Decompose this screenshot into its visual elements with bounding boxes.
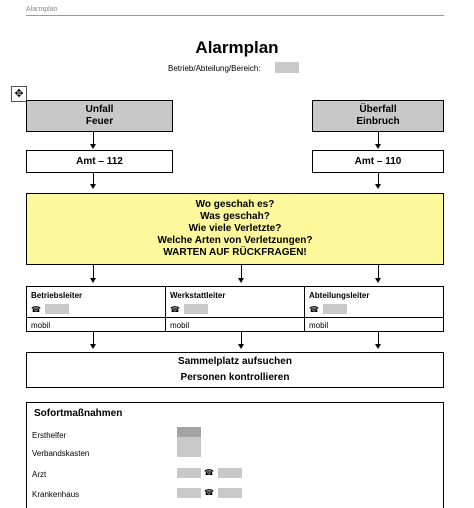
emergency-type-line: Einbruch [356, 116, 400, 127]
phone-icon: ☎ [204, 468, 214, 477]
hospital-name-input[interactable] [177, 488, 201, 498]
doctor-name-input[interactable] [177, 468, 201, 478]
department-input[interactable] [275, 62, 299, 73]
contact-title: Abteilungsleiter [309, 291, 370, 300]
phone-icon: ☎ [170, 305, 180, 314]
contacts-table [26, 286, 444, 332]
measure-label-verbandskasten: Verbandskasten [32, 449, 90, 458]
doctor-phone-input[interactable] [218, 468, 242, 478]
assembly-box [26, 352, 444, 388]
row-divider [27, 317, 165, 318]
phone-input[interactable] [323, 304, 347, 314]
measure-label-ersthelfer: Ersthelfer [32, 431, 67, 440]
arrow-down-icon [90, 144, 96, 149]
flow-connector [378, 132, 379, 144]
phone-input[interactable] [184, 304, 208, 314]
emergency-type-line: Feuer [85, 116, 114, 127]
arrow-down-icon [238, 278, 244, 283]
flow-connector [93, 332, 94, 344]
emergency-type-line: Überfall [359, 104, 397, 115]
arrow-down-icon [375, 344, 381, 349]
page-title: Alarmplan [195, 38, 279, 57]
contact-werkstattleiter [166, 287, 305, 331]
header-divider [26, 15, 444, 16]
arrow-down-icon [238, 344, 244, 349]
emergency-number-112: Amt – 112 [26, 150, 173, 173]
phone-icon: ☎ [31, 305, 41, 314]
mobile-label: mobil [31, 321, 51, 330]
section-title: Sofortmaßnahmen [34, 408, 123, 419]
first-aider-input[interactable] [177, 427, 201, 437]
assembly-line: Personen kontrollieren [180, 372, 290, 383]
emergency-type-fire-box [26, 100, 173, 132]
arrow-down-icon [375, 144, 381, 149]
emergency-number-110: Amt – 110 [312, 150, 444, 173]
table-move-handle-icon[interactable]: ✥ [11, 86, 27, 102]
contact-title: Betriebsleiter [31, 291, 83, 300]
row-divider [166, 317, 304, 318]
question-line: WARTEN AUF RÜCKFRAGEN! [163, 247, 307, 258]
assembly-line: Sammelplatz aufsuchen [178, 356, 292, 367]
flow-connector [378, 173, 379, 184]
contact-betriebsleiter [27, 287, 166, 331]
row-divider [305, 317, 443, 318]
flow-connector [93, 173, 94, 184]
question-line: Was geschah? [200, 211, 270, 222]
flow-connector [241, 332, 242, 344]
flow-connector [241, 265, 242, 278]
measure-label-arzt: Arzt [32, 470, 47, 479]
emergency-type-burglary-box [312, 100, 444, 132]
measure-label-krankenhaus: Krankenhaus [32, 490, 80, 499]
question-line: Wo geschah es? [195, 199, 275, 210]
arrow-down-icon [375, 184, 381, 189]
emergency-type-line: Unfall [85, 104, 114, 115]
subtitle-label: Betrieb/Abteilung/Bereich: [168, 64, 261, 73]
flow-connector [378, 332, 379, 344]
phone-input[interactable] [45, 304, 69, 314]
questions-box [26, 193, 444, 265]
arrow-down-icon [90, 184, 96, 189]
question-line: Wie viele Verletzte? [188, 223, 282, 234]
contact-abteilungsleiter [305, 287, 443, 331]
document-header-label: Alarmplan [26, 6, 58, 13]
contact-title: Werkstattleiter [170, 291, 226, 300]
hospital-phone-input[interactable] [218, 488, 242, 498]
question-line: Welche Arten von Verletzungen? [157, 235, 313, 246]
immediate-measures-section [26, 402, 444, 508]
first-aid-kit-input[interactable] [177, 447, 201, 457]
phone-icon: ☎ [204, 488, 214, 497]
arrow-down-icon [90, 344, 96, 349]
arrow-down-icon [90, 278, 96, 283]
arrow-down-icon [375, 278, 381, 283]
flow-connector [93, 132, 94, 144]
flow-connector [93, 265, 94, 278]
flow-connector [378, 265, 379, 278]
phone-icon: ☎ [309, 305, 319, 314]
mobile-label: mobil [170, 321, 190, 330]
mobile-label: mobil [309, 321, 329, 330]
first-aider-input[interactable] [177, 437, 201, 447]
